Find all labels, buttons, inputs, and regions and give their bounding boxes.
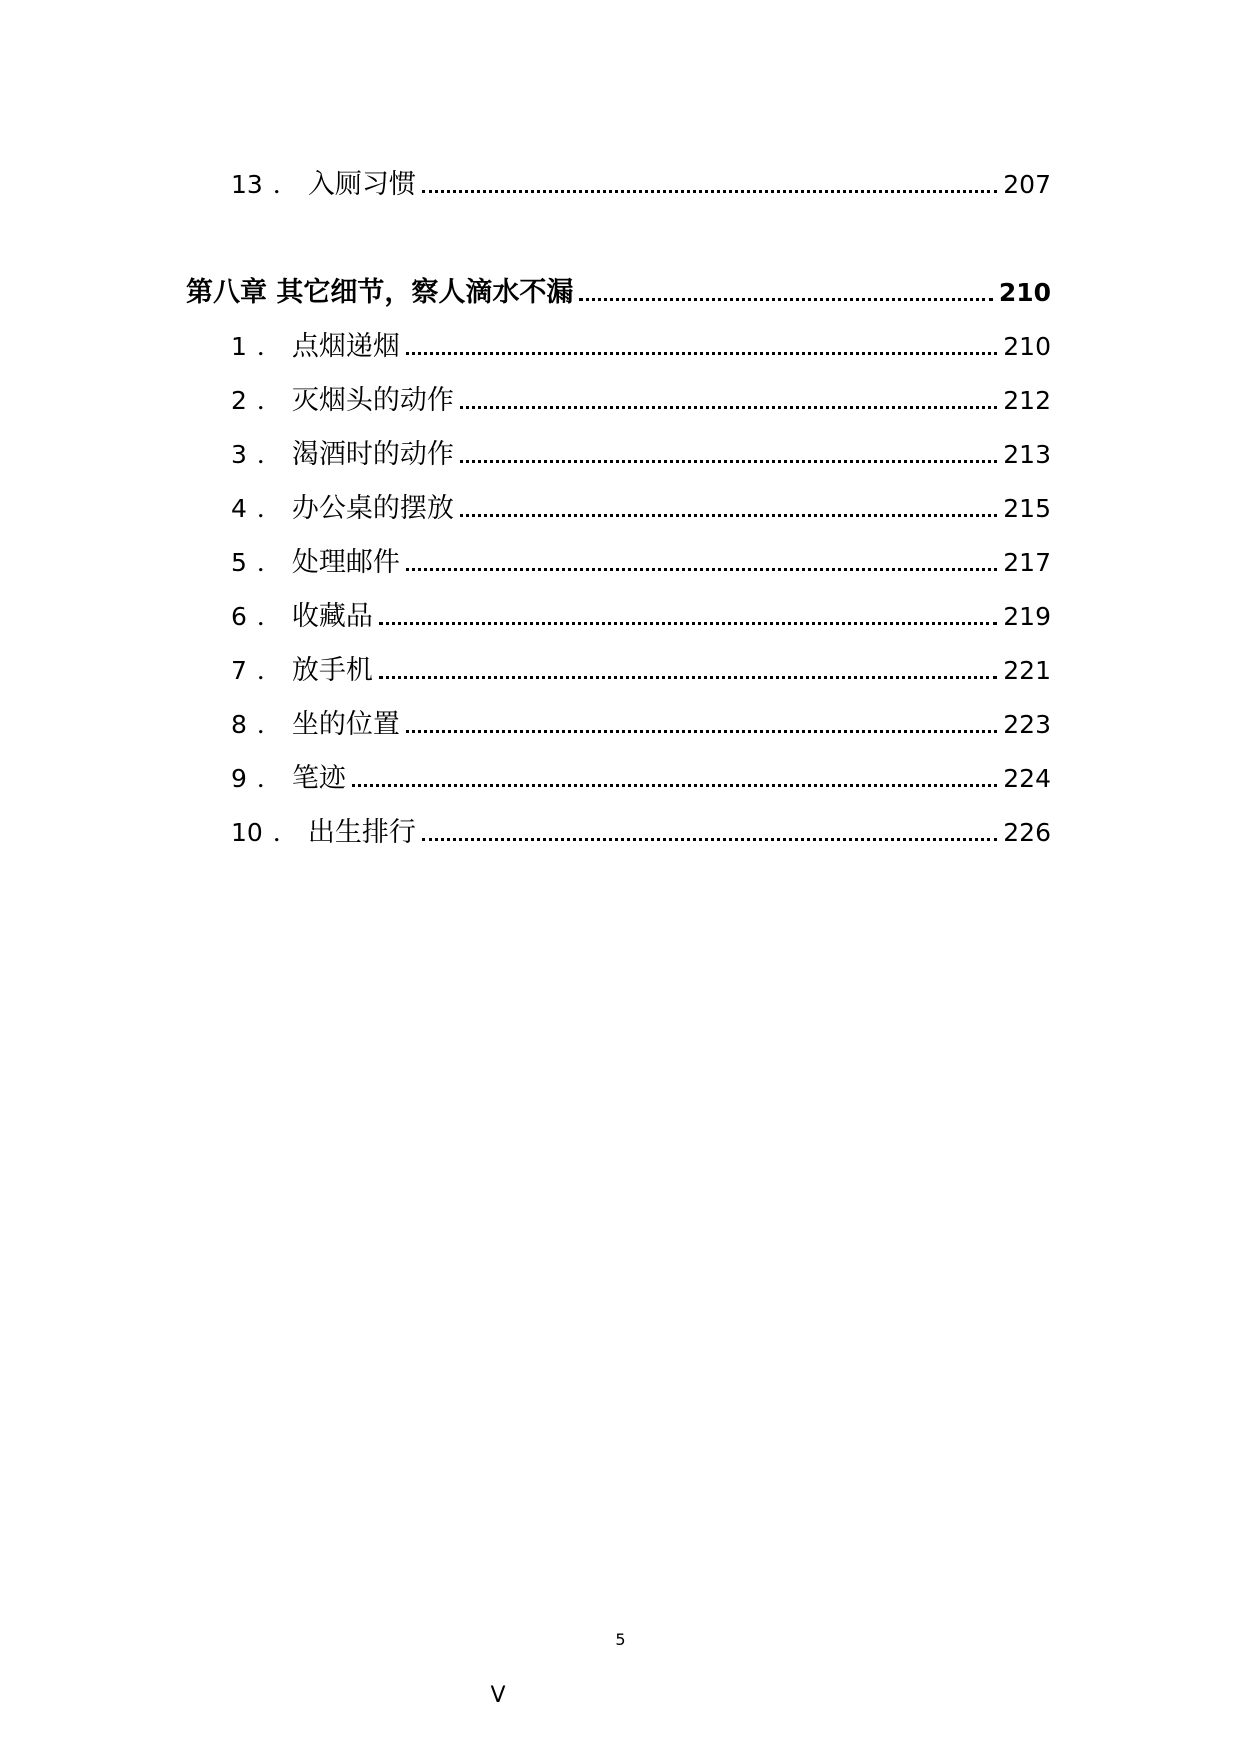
toc-entry-13[interactable]	[231, 162, 1051, 202]
dot-leader	[460, 514, 997, 517]
entry-number: 8	[231, 710, 247, 739]
dot-leader	[406, 568, 997, 571]
entry-page: 215	[1003, 494, 1051, 523]
entry-number: 6	[231, 602, 247, 631]
dot-leader	[422, 838, 997, 841]
entry-separator: ．	[256, 494, 282, 523]
entry-title: 放手机	[291, 655, 373, 686]
roman-page-number: V	[490, 1683, 506, 1708]
entry-page: 223	[1003, 710, 1051, 739]
dot-leader	[460, 406, 997, 409]
entry-number: 1	[231, 332, 247, 361]
entry-number: 13	[231, 170, 263, 199]
entry-title: 处理邮件	[291, 547, 400, 578]
entry-page: 219	[1003, 602, 1051, 631]
entry-title: 坐的位置	[291, 709, 400, 740]
entry-title: 渴酒时的动作	[291, 439, 454, 470]
entry-page: 224	[1003, 764, 1051, 793]
toc-entry-2[interactable]	[231, 378, 1051, 418]
entry-title: 出生排行	[307, 817, 416, 848]
dot-leader	[406, 352, 997, 355]
entry-number: 5	[231, 548, 247, 577]
dot-leader	[379, 622, 997, 625]
entry-number: 3	[231, 440, 247, 469]
toc-entry-7[interactable]	[231, 648, 1051, 688]
toc-entry-1[interactable]	[231, 324, 1051, 364]
entry-separator: ．	[272, 170, 298, 199]
toc-entry-10[interactable]	[231, 810, 1051, 850]
entry-number: 7	[231, 656, 247, 685]
toc-entry-8[interactable]	[231, 702, 1051, 742]
entry-title: 入厕习惯	[307, 169, 416, 200]
entry-title: 笔迹	[291, 763, 346, 794]
toc-entry-3[interactable]	[231, 432, 1051, 472]
entry-number: 2	[231, 386, 247, 415]
entry-page: 221	[1003, 656, 1051, 685]
toc-entry-4[interactable]	[231, 486, 1051, 526]
chapter-title: 第八章 其它细节，察人滴水不漏	[186, 277, 574, 308]
dot-leader	[422, 190, 997, 193]
entry-page: 207	[1003, 170, 1051, 199]
dot-leader	[460, 460, 997, 463]
entry-number: 4	[231, 494, 247, 523]
entry-page: 226	[1003, 818, 1051, 847]
entry-title: 办公桌的摆放	[291, 493, 454, 524]
entry-page: 210	[1003, 332, 1051, 361]
entry-title: 点烟递烟	[291, 331, 400, 362]
entry-title: 收藏品	[291, 601, 373, 632]
entry-separator: ．	[272, 818, 298, 847]
dot-leader	[379, 676, 997, 679]
toc-entry-6[interactable]	[231, 594, 1051, 634]
toc-entry-9[interactable]	[231, 756, 1051, 796]
entry-separator: ．	[256, 332, 282, 361]
dot-leader	[352, 784, 997, 787]
entry-page: 212	[1003, 386, 1051, 415]
chapter-page: 210	[998, 278, 1051, 307]
page-number: 5	[615, 1630, 626, 1649]
entry-number: 9	[231, 764, 247, 793]
entry-title: 灭烟头的动作	[291, 385, 454, 416]
dot-leader	[579, 298, 992, 301]
entry-page: 213	[1003, 440, 1051, 469]
entry-page: 217	[1003, 548, 1051, 577]
entry-separator: ．	[256, 656, 282, 685]
entry-separator: ．	[256, 710, 282, 739]
toc-entry-5[interactable]	[231, 540, 1051, 580]
dot-leader	[406, 730, 997, 733]
entry-separator: ．	[256, 440, 282, 469]
entry-separator: ．	[256, 602, 282, 631]
entry-separator: ．	[256, 548, 282, 577]
toc-chapter-8[interactable]	[186, 270, 1051, 310]
entry-separator: ．	[256, 386, 282, 415]
entry-separator: ．	[256, 764, 282, 793]
entry-number: 10	[231, 818, 263, 847]
